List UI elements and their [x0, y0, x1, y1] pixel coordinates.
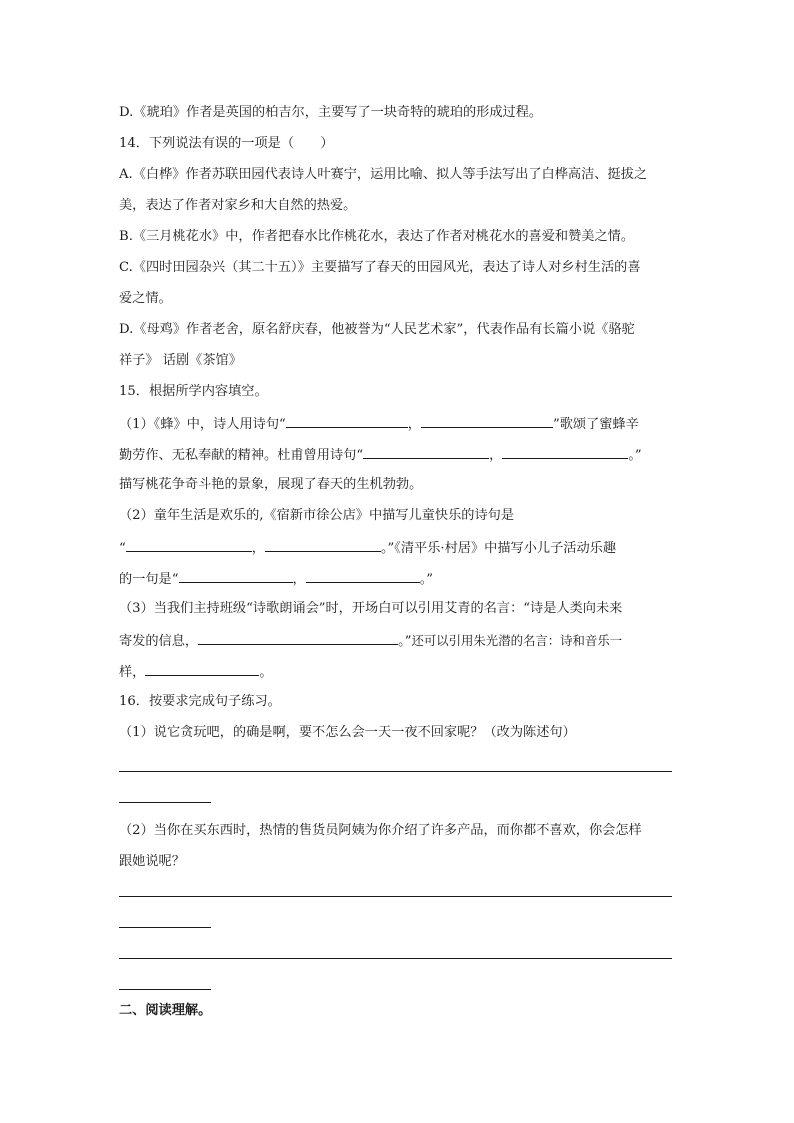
- q16-stem: 16．按要求完成句子练习。: [119, 694, 281, 709]
- q16-answer-line-1[interactable]: [119, 771, 672, 772]
- q15-part3-text-d: 样，: [119, 665, 146, 680]
- q15-part2-line1: （2）童年生活是欢乐的,《宿新市徐公店》中描写儿童快乐的诗句是: [119, 508, 515, 523]
- q15-blank-9[interactable]: [198, 631, 398, 645]
- q16-answer-line-3[interactable]: [119, 896, 672, 897]
- q15-part2-text-d: 的一句是“: [119, 572, 179, 587]
- q15-part1-line3: 描写桃花争奇斗艳的景象，展现了春天的生机勃勃。: [119, 477, 423, 492]
- q14-option-d-line1: D.《母鸡》作者老舍，原名舒庆春，他被誉为“人民艺术家”，代表作品有长篇小说《骆驼: [119, 322, 635, 337]
- q15-stem: 15．根据所学内容填空。: [119, 384, 268, 399]
- q15-part3-text-c: 还可以引用朱光潜的名言：诗和音乐一: [411, 633, 623, 648]
- q15-blank-1[interactable]: [286, 414, 408, 428]
- q15-blank-5[interactable]: [126, 538, 252, 552]
- q14-option-c-line1: C.《四时田园杂兴（其二十五）》主要描写了春天的田园风光，表达了诗人对乡村生活的喜: [119, 260, 641, 275]
- q15-part2-text-c: 。”《清平乐·村居》中描写小儿子活动乐趣: [380, 541, 617, 556]
- q15-part1-text-e: ，: [489, 448, 503, 463]
- q15-part2-text-b: ，: [251, 541, 265, 556]
- q15-blank-7[interactable]: [179, 569, 293, 583]
- q15-part3-text-b: 。”: [398, 634, 412, 649]
- q15-part1-text-d: 勤劳作、无私奉献的精神。杜甫曾用诗句“: [119, 448, 364, 463]
- q16-part1: （1）说它贪玩吧，的确是啊，要不怎么会一天一夜不回家呢？（改为陈述句）: [119, 725, 576, 740]
- q15-blank-3[interactable]: [363, 445, 489, 459]
- q15-part3-line2: [119, 631, 622, 651]
- section-heading-reading: 二、阅读理解。: [119, 1003, 212, 1018]
- q15-part3-line1: （3）当我们主持班级“诗歌朗诵会”时，开场白可以引用艾青的名言：“诗是人类向未来: [119, 601, 623, 616]
- q16-answer-line-4[interactable]: [119, 927, 211, 928]
- q14-option-d-line2: 祥子》 话剧《茶馆》: [119, 353, 242, 368]
- q14-option-a-line1: A.《白桦》作者苏联田园代表诗人叶赛宁，运用比喻、拟人等手法写出了白桦高洁、挺拔之: [119, 167, 648, 182]
- q15-blank-2[interactable]: [421, 414, 553, 428]
- q15-part2-text-a: “: [119, 541, 126, 556]
- q13-option-d: D.《琥珀》作者是英国的柏吉尔，主要写了一块奇特的琥珀的形成过程。: [119, 105, 543, 120]
- q16-answer-line-2[interactable]: [119, 802, 211, 803]
- q15-part1-text-b: ，: [407, 417, 421, 432]
- q14-option-a-line2: 美，表达了作者对家乡和大自然的热爱。: [119, 198, 357, 213]
- q15-part1-text-c: ”歌颂了蜜蜂辛: [552, 417, 639, 432]
- q15-blank-8[interactable]: [306, 569, 420, 583]
- q16-part2-line1: （2）当你在买东西时，热情的售货员阿姨为你介绍了许多产品，而你都不喜欢，你会怎样: [119, 823, 642, 838]
- q15-part2-text-e: ，: [292, 572, 306, 587]
- q15-part1-text-a: （1）《蜂》中，诗人用诗句“: [119, 417, 286, 432]
- q16-part2-line2: 跟她说呢？: [119, 854, 185, 869]
- q15-part2-text-f: 。”: [419, 572, 434, 587]
- q15-part2-line2: [119, 538, 616, 558]
- q16-answer-line-6[interactable]: [119, 989, 211, 990]
- q15-part1-text-f: 。”: [628, 448, 642, 463]
- q14-stem: 14．下列说法有误的一项是（ ）: [119, 136, 334, 151]
- q15-part1-line1: [119, 414, 639, 434]
- q14-option-c-line2: 爱之情。: [119, 291, 172, 306]
- q15-part1-line2: [119, 445, 642, 465]
- q14-option-b: B.《三月桃花水》中，作者把春水比作桃花水，表达了作者对桃花水的喜爱和赞美之情。: [119, 229, 635, 244]
- q15-blank-10[interactable]: [145, 662, 259, 676]
- q15-part3-line3: [119, 662, 273, 682]
- q15-blank-4[interactable]: [502, 445, 628, 459]
- q15-blank-6[interactable]: [265, 538, 381, 552]
- q15-part3-text-e: 。: [259, 665, 273, 680]
- q15-part2-line3: [119, 569, 433, 589]
- q16-answer-line-5[interactable]: [119, 958, 672, 959]
- q15-part3-text-a: 寄发的信息，: [119, 634, 199, 649]
